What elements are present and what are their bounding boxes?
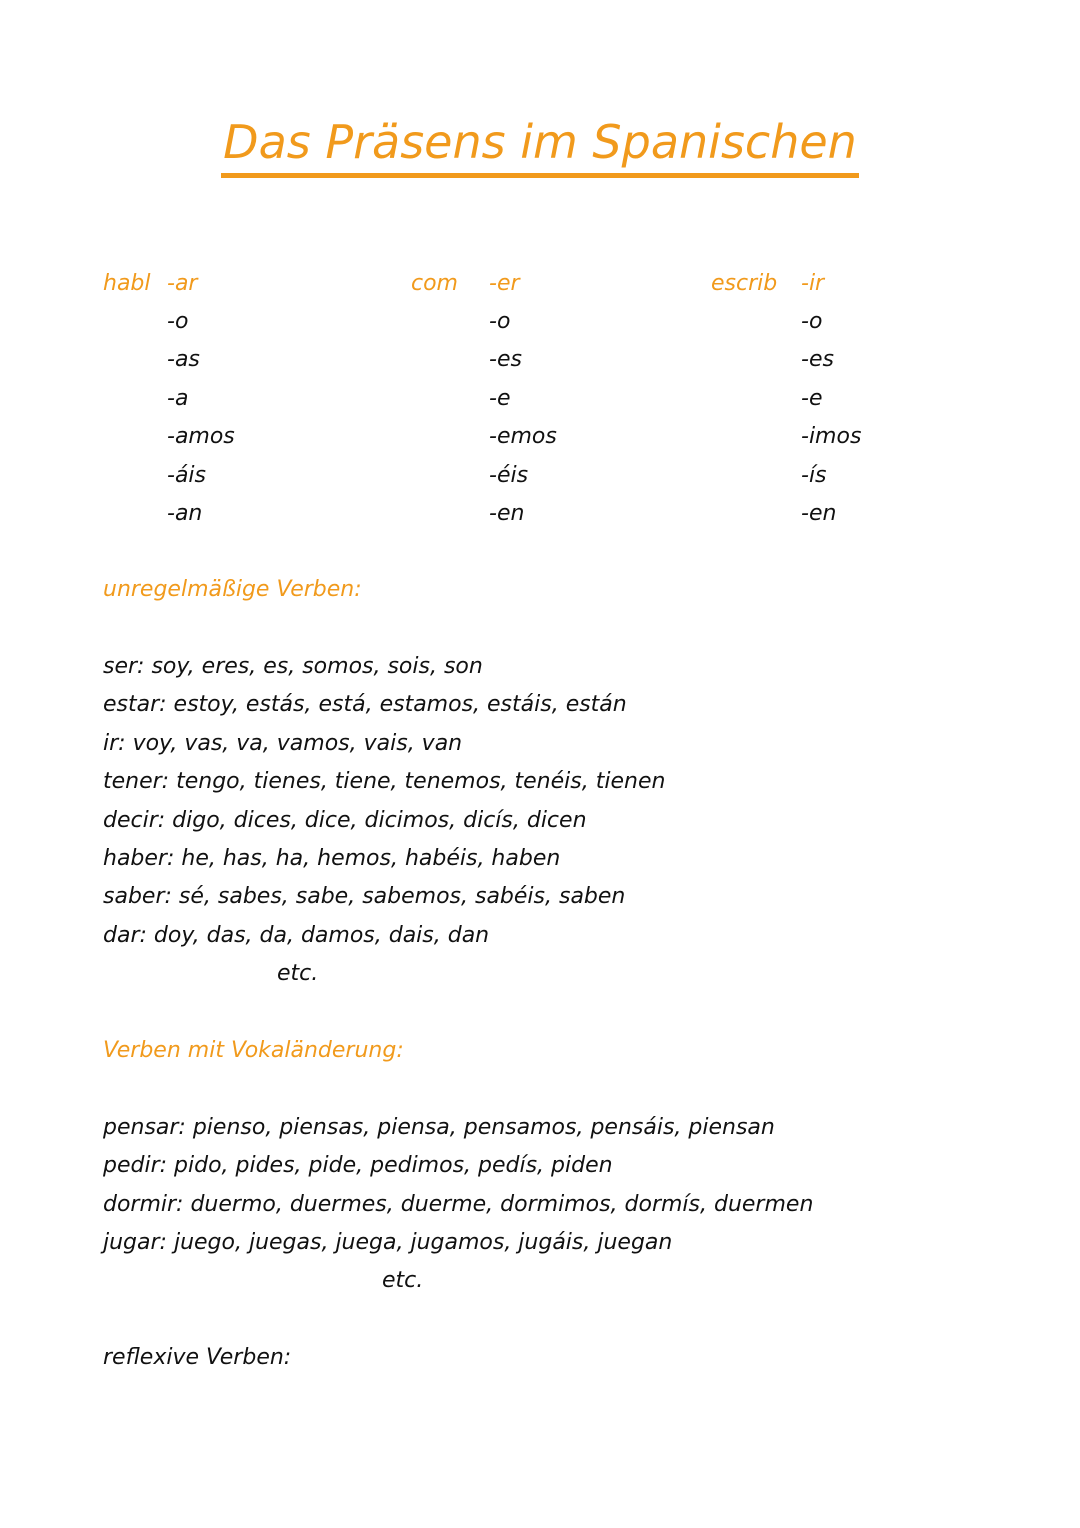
ending-item: -an <box>167 500 203 526</box>
ending-header-er: -er <box>489 271 520 296</box>
verb-line: pedir: pido, pides, pide, pedimos, pedís, piden <box>103 1153 613 1179</box>
verb-line: haber: he, has, ha, hemos, habéis, haben <box>103 845 561 871</box>
verb-line: ser: soy, eres, es, somos, sois, son <box>103 654 483 679</box>
endings-list-er <box>489 303 557 533</box>
ending-item: -o <box>489 309 511 334</box>
stem-ir: escrib <box>711 271 778 296</box>
irregular-etc: etc. <box>277 961 319 986</box>
ending-item: -áis <box>167 462 206 488</box>
ending-item: -es <box>801 347 834 373</box>
ending-item: -o <box>167 309 189 334</box>
reflexive-verbs-heading: reflexive Verben: <box>103 1345 292 1370</box>
ending-item: -es <box>489 347 522 373</box>
ending-item: -o <box>801 309 823 334</box>
ending-item: -as <box>167 347 200 373</box>
ending-header-ir: -ir <box>801 271 825 296</box>
vowel-change-list <box>103 1109 813 1263</box>
verb-line: pensar: pienso, piensas, piensa, pensamos, pensáis, piensan <box>103 1115 775 1140</box>
endings-list-ir <box>801 303 861 533</box>
ending-item: -éis <box>489 462 529 488</box>
verb-line: ir: voy, vas, va, vamos, vais, van <box>103 730 463 756</box>
page-title: Das Präsens im Spanischen <box>0 112 1080 178</box>
verb-line: dormir: duermo, duermes, duerme, dormimos, dormís, duermen <box>103 1191 814 1217</box>
ending-item: -amos <box>167 424 235 450</box>
ending-header-ar: -ar <box>167 271 198 296</box>
irregular-verbs-heading: unregelmäßige Verben: <box>103 577 362 602</box>
irregular-verbs-list <box>103 648 665 955</box>
verb-line: estar: estoy, estás, está, estamos, estáis, están <box>103 692 627 718</box>
verb-line: tener: tengo, tienes, tiene, tenemos, tenéis, tienen <box>103 769 666 795</box>
ending-item: -imos <box>801 424 862 450</box>
ending-item: -e <box>489 385 511 411</box>
ending-item: -emos <box>489 424 557 450</box>
ending-item: -en <box>801 500 837 526</box>
verb-line: dar: doy, das, da, damos, dais, dan <box>103 922 490 948</box>
stem-ar: habl <box>103 271 151 296</box>
vowel-change-etc: etc. <box>382 1268 424 1293</box>
endings-list-ar <box>167 303 235 533</box>
ending-item: -e <box>801 385 823 411</box>
ending-item: -en <box>489 500 525 526</box>
verb-line: saber: sé, sabes, sabe, sabemos, sabéis, saben <box>103 884 626 910</box>
ending-item: -a <box>167 385 189 411</box>
verb-line: decir: digo, dices, dice, dicimos, dicís, dicen <box>103 807 587 833</box>
verb-line: jugar: juego, juegas, juega, jugamos, jugáis, juegan <box>103 1230 673 1256</box>
vowel-change-heading: Verben mit Vokaländerung: <box>103 1038 404 1063</box>
ending-item: -ís <box>801 462 827 488</box>
stem-er: com <box>411 271 458 296</box>
